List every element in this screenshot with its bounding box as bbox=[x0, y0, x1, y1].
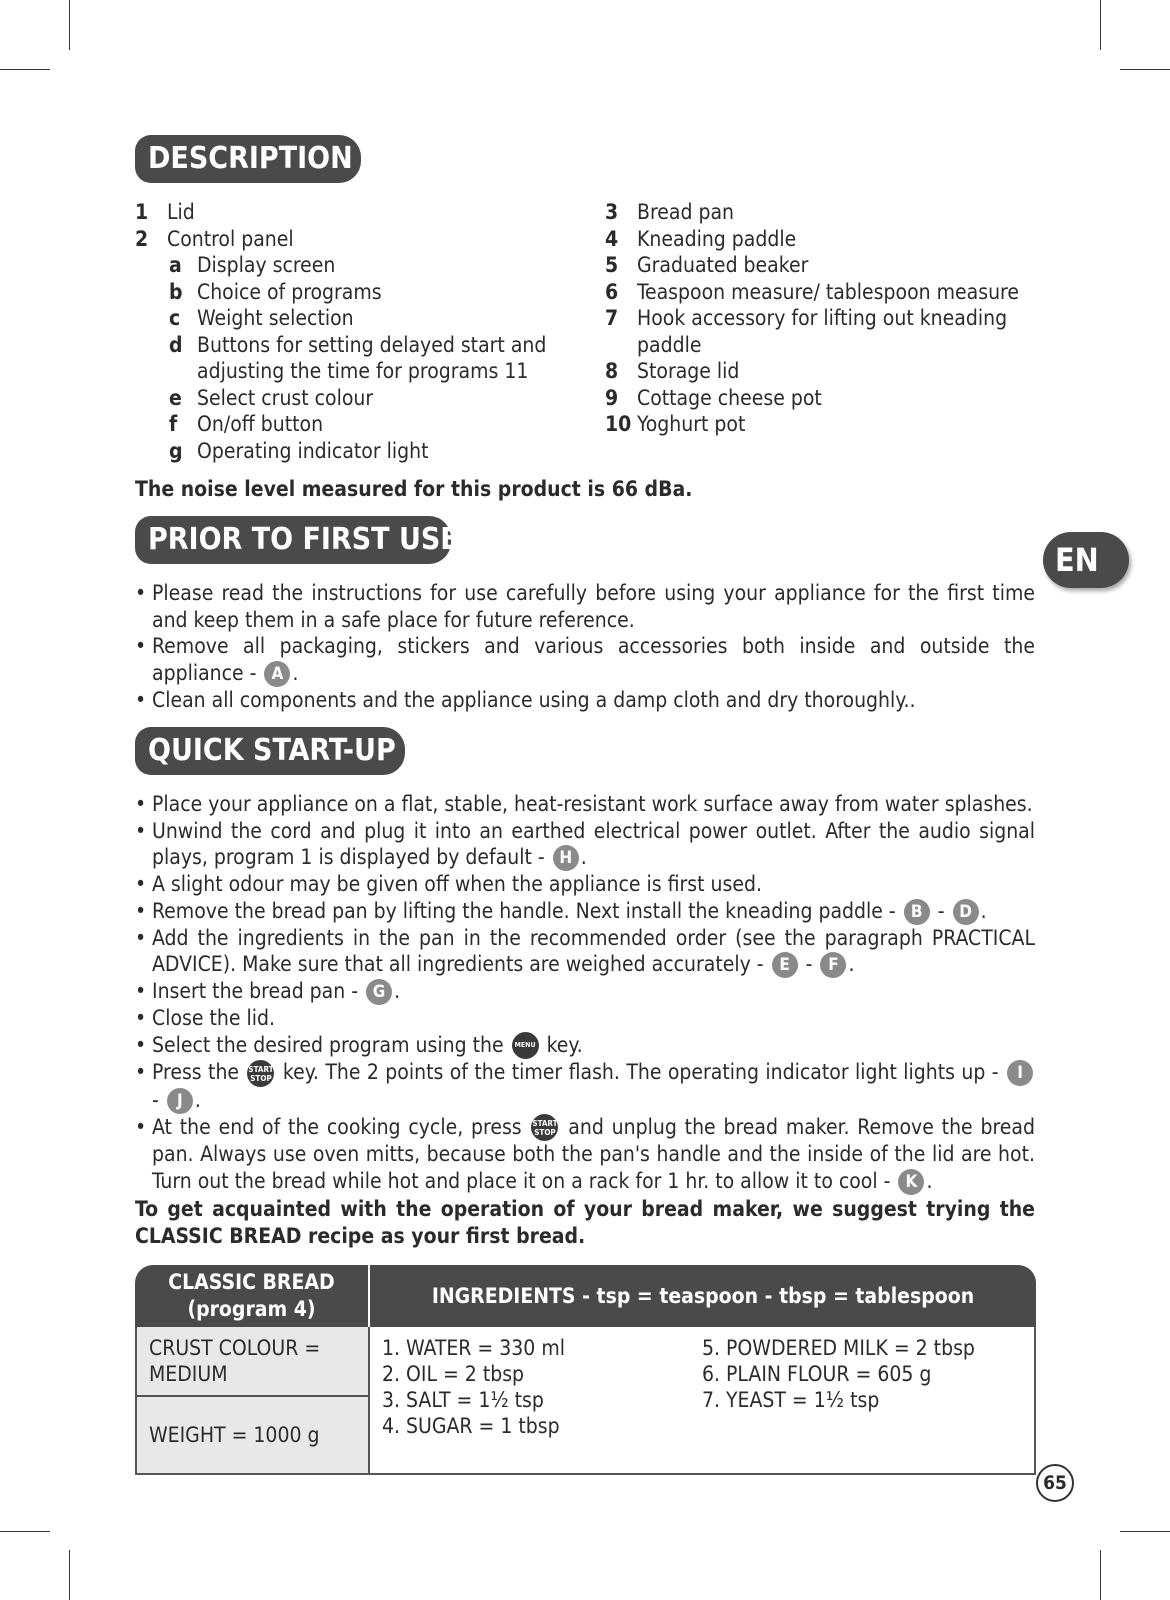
bullet-item: • Insert the bread pan - G . bbox=[135, 979, 401, 1003]
list-item: 7 Hook accessory for lifting out kneading bbox=[605, 306, 1008, 330]
classic-bread-table bbox=[135, 1265, 1036, 1475]
list-subitem: c Weight selection bbox=[169, 306, 354, 330]
prior-bullets bbox=[135, 580, 1035, 713]
list-subitem-continuation: adjusting the time for programs 11 bbox=[197, 359, 529, 383]
list-item: 4 Kneading paddle bbox=[605, 226, 797, 251]
crop-mark bbox=[1120, 69, 1170, 70]
start-stop-key-icon: START STOP bbox=[247, 1060, 274, 1087]
ingredient-item: 6. PLAIN FLOUR = 605 g bbox=[702, 1362, 932, 1386]
list-item: 8 Storage lid bbox=[605, 359, 740, 383]
weight-cell: WEIGHT = 1000 g bbox=[135, 1397, 370, 1475]
description-heading: DESCRIPTION bbox=[135, 135, 361, 183]
crop-mark bbox=[1120, 1531, 1170, 1532]
noise-level-note: The noise level measured for this product is 66 dBa. bbox=[135, 477, 693, 501]
bullet-item: • Press the START STOP key. The 2 points of the timer flash. The operating indicator light lights up - I - J . bbox=[135, 1059, 1035, 1114]
bullet-item: • Remove the bread pan by lifting the handle. Next install the kneading paddle - B - D . bbox=[135, 898, 987, 923]
ingredients-cell bbox=[370, 1327, 1036, 1475]
figure-ref-icon: K bbox=[898, 1169, 924, 1195]
bullet-item: • Select the desired program using the MENU key. bbox=[135, 1032, 1035, 1060]
ingredient-item: 2. OIL = 2 tbsp bbox=[382, 1362, 525, 1386]
quick-startup-heading: QUICK START-UP bbox=[135, 727, 405, 775]
figure-ref-icon: G bbox=[366, 979, 392, 1005]
crop-mark bbox=[69, 0, 70, 50]
list-item: 3 Bread pan bbox=[605, 200, 735, 224]
bullet-item: • At the end of the cooking cycle, press START STOP and unplug the bread maker. Remove the bread pan. Always use oven mitts, because both the pan's handle and the inside of the lid are hot. Turn out the bread while hot and place it on a rack for 1 hr. to allow it to cool - K . bbox=[135, 1114, 1035, 1193]
ingredients-column bbox=[702, 1335, 1022, 1439]
list-subitem: e Select crust colour bbox=[169, 385, 374, 410]
ingredient-item: 4. SUGAR = 1 tbsp bbox=[382, 1414, 560, 1438]
bullet-item: • Clean all components and the appliance using a damp cloth and dry thoroughly.. bbox=[135, 687, 916, 712]
table-header-row bbox=[135, 1265, 1036, 1327]
bullet-item: • Please read the instructions for use carefully before using your appliance for the first time and keep them in a safe place for future reference. bbox=[135, 581, 1035, 632]
ingredient-item: 5. POWDERED MILK = 2 tbsp bbox=[702, 1336, 975, 1360]
ingredient-item: 3. SALT = 1½ tsp bbox=[382, 1388, 544, 1412]
list-subitem: b Choice of programs bbox=[169, 279, 382, 304]
crop-mark bbox=[0, 1531, 50, 1532]
language-tab: EN bbox=[1043, 532, 1129, 588]
ingredient-item: 1. WATER = 330 ml bbox=[382, 1336, 565, 1360]
start-stop-key-icon: START STOP bbox=[531, 1114, 558, 1141]
crust-colour-cell: CRUST COLOUR = MEDIUM bbox=[135, 1327, 370, 1397]
suggestion-note: To get acquainted with the operation of your bread maker, we suggest trying the CLASSIC BREAD recipe as your first bread. bbox=[135, 1197, 1035, 1248]
table-row bbox=[135, 1327, 1036, 1397]
figure-ref-icon: F bbox=[820, 952, 846, 978]
bullet-item: • Place your appliance on a flat, stable, heat-resistant work surface away from water splashes. bbox=[135, 792, 1033, 816]
figure-ref-icon: D bbox=[953, 899, 979, 925]
list-item: 9 Cottage cheese pot bbox=[605, 385, 822, 410]
bullet-item: • Close the lid. bbox=[135, 1006, 275, 1030]
list-item: 5 Graduated beaker bbox=[605, 253, 809, 277]
figure-ref-icon: E bbox=[772, 952, 798, 978]
bullet-item: • Add the ingredients in the pan in the recommended order (see the paragraph PRACTICAL ADVICE). Make sure that all ingredients are weighed accurately - E - F . bbox=[135, 925, 1035, 976]
list-item-continuation: paddle bbox=[637, 332, 702, 357]
bullet-item: • A slight odour may be given off when the appliance is first used. bbox=[135, 872, 762, 896]
quick-bullets bbox=[135, 791, 1035, 1195]
list-item: 10 Yoghurt pot bbox=[605, 412, 746, 436]
crop-mark bbox=[1100, 1550, 1101, 1600]
crop-mark bbox=[1100, 0, 1101, 50]
figure-ref-icon: J bbox=[167, 1088, 193, 1114]
menu-key-icon: MENU bbox=[512, 1032, 539, 1059]
crop-mark bbox=[0, 69, 50, 70]
page-number: 65 bbox=[1036, 1464, 1074, 1502]
figure-ref-icon: B bbox=[904, 899, 930, 925]
list-item: 1 Lid bbox=[135, 200, 195, 224]
list-subitem: a Display screen bbox=[169, 253, 336, 277]
description-left-column bbox=[135, 199, 585, 464]
ingredients-header: INGREDIENTS - tsp = teaspoon - tbsp = tablespoon bbox=[370, 1265, 1036, 1327]
bullet-item: • Remove all packaging, stickers and various accessories both inside and outside the appliance - A . bbox=[135, 634, 1035, 685]
list-item: 6 Teaspoon measure/ tablespoon measure bbox=[605, 279, 1019, 304]
description-right-column bbox=[605, 199, 1045, 438]
figure-ref-icon: I bbox=[1007, 1060, 1033, 1086]
ingredients-column bbox=[382, 1335, 702, 1439]
list-subitem: g Operating indicator light bbox=[169, 438, 429, 463]
bullet-item: • Unwind the cord and plug it into an earthed electrical power outlet. After the audio signal plays, program 1 is displayed by default - H . bbox=[135, 818, 1035, 869]
figure-ref-icon: A bbox=[264, 661, 290, 687]
recipe-title-header: CLASSIC BREAD (program 4) bbox=[135, 1265, 370, 1327]
list-subitem: f On/off button bbox=[169, 412, 324, 436]
list-subitem: d Buttons for setting delayed start and bbox=[169, 332, 547, 357]
ingredient-item: 7. YEAST = 1½ tsp bbox=[702, 1388, 880, 1412]
prior-to-first-use-heading: PRIOR TO FIRST USE bbox=[135, 516, 451, 564]
list-item: 2 Control panel bbox=[135, 226, 294, 251]
figure-ref-icon: H bbox=[553, 845, 579, 871]
crop-mark bbox=[69, 1550, 70, 1600]
